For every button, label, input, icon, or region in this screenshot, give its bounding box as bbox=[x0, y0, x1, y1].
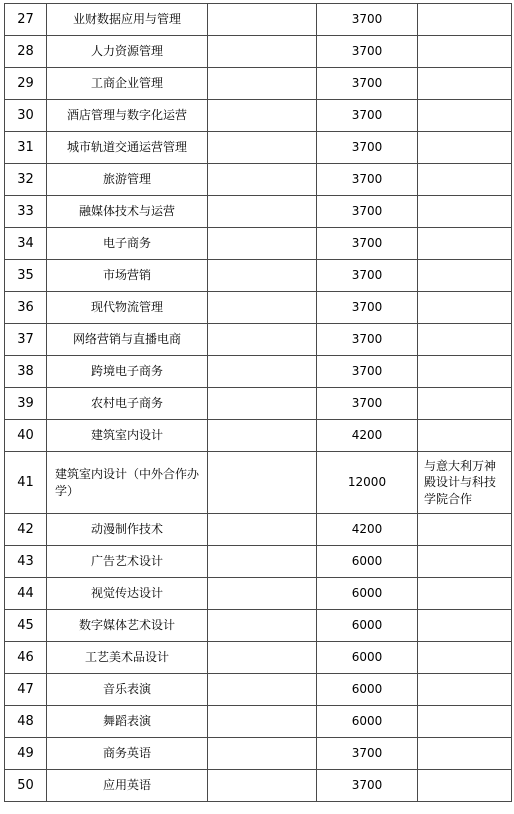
tuition-fee-cell: 3700 bbox=[317, 36, 418, 68]
major-name-cell: 数字媒体艺术设计 bbox=[47, 610, 208, 642]
remark-cell bbox=[418, 578, 512, 610]
tuition-fee-cell: 4200 bbox=[317, 420, 418, 452]
major-name-cell: 城市轨道交通运营管理 bbox=[47, 132, 208, 164]
remark-cell bbox=[418, 292, 512, 324]
table-row bbox=[5, 228, 512, 260]
table-row bbox=[5, 132, 512, 164]
table-row bbox=[5, 196, 512, 228]
row-number-cell: 27 bbox=[5, 4, 47, 36]
major-name-cell: 建筑室内设计 bbox=[47, 420, 208, 452]
row-number-cell: 42 bbox=[5, 514, 47, 546]
empty-cell bbox=[208, 388, 317, 420]
table-row bbox=[5, 36, 512, 68]
major-name-cell: 舞蹈表演 bbox=[47, 706, 208, 738]
empty-cell bbox=[208, 578, 317, 610]
remark-cell bbox=[418, 738, 512, 770]
row-number-cell: 45 bbox=[5, 610, 47, 642]
empty-cell bbox=[208, 706, 317, 738]
remark-cell bbox=[418, 610, 512, 642]
remark-cell bbox=[418, 642, 512, 674]
row-number-cell: 35 bbox=[5, 260, 47, 292]
row-number-cell: 36 bbox=[5, 292, 47, 324]
major-name-cell: 商务英语 bbox=[47, 738, 208, 770]
empty-cell bbox=[208, 674, 317, 706]
row-number-cell: 48 bbox=[5, 706, 47, 738]
row-number-cell: 43 bbox=[5, 546, 47, 578]
tuition-fee-cell: 6000 bbox=[317, 706, 418, 738]
tuition-fee-cell: 3700 bbox=[317, 196, 418, 228]
remark-cell bbox=[418, 132, 512, 164]
empty-cell bbox=[208, 420, 317, 452]
table-row bbox=[5, 68, 512, 100]
remark-cell bbox=[418, 514, 512, 546]
remark-cell bbox=[418, 674, 512, 706]
major-name-cell: 应用英语 bbox=[47, 770, 208, 802]
table-row bbox=[5, 642, 512, 674]
tuition-fee-cell: 4200 bbox=[317, 514, 418, 546]
major-name-cell: 网络营销与直播电商 bbox=[47, 324, 208, 356]
empty-cell bbox=[208, 452, 317, 514]
tuition-fee-cell: 6000 bbox=[317, 674, 418, 706]
tuition-fee-cell: 3700 bbox=[317, 388, 418, 420]
row-number-cell: 32 bbox=[5, 164, 47, 196]
major-name-cell: 广告艺术设计 bbox=[47, 546, 208, 578]
empty-cell bbox=[208, 642, 317, 674]
table-body bbox=[5, 4, 512, 802]
tuition-fee-cell: 6000 bbox=[317, 546, 418, 578]
major-name-cell: 动漫制作技术 bbox=[47, 514, 208, 546]
major-name-cell: 工艺美术品设计 bbox=[47, 642, 208, 674]
remark-cell bbox=[418, 770, 512, 802]
major-name-cell: 人力资源管理 bbox=[47, 36, 208, 68]
empty-cell bbox=[208, 546, 317, 578]
empty-cell bbox=[208, 4, 317, 36]
table-row bbox=[5, 770, 512, 802]
tuition-fee-cell: 3700 bbox=[317, 770, 418, 802]
tuition-fee-cell: 6000 bbox=[317, 578, 418, 610]
tuition-fee-cell: 6000 bbox=[317, 642, 418, 674]
major-name-cell: 旅游管理 bbox=[47, 164, 208, 196]
major-name-cell: 现代物流管理 bbox=[47, 292, 208, 324]
tuition-fee-cell: 3700 bbox=[317, 738, 418, 770]
tuition-fee-cell: 3700 bbox=[317, 4, 418, 36]
major-name-cell: 农村电子商务 bbox=[47, 388, 208, 420]
table-row bbox=[5, 674, 512, 706]
remark-cell bbox=[418, 706, 512, 738]
row-number-cell: 38 bbox=[5, 356, 47, 388]
tuition-fee-cell: 3700 bbox=[317, 68, 418, 100]
tuition-fee-cell: 3700 bbox=[317, 292, 418, 324]
remark-cell bbox=[418, 228, 512, 260]
remark-cell bbox=[418, 420, 512, 452]
remark-cell bbox=[418, 100, 512, 132]
major-name-cell: 视觉传达设计 bbox=[47, 578, 208, 610]
table-row bbox=[5, 514, 512, 546]
remark-cell bbox=[418, 196, 512, 228]
table-row bbox=[5, 100, 512, 132]
tuition-fee-cell: 3700 bbox=[317, 324, 418, 356]
row-number-cell: 33 bbox=[5, 196, 47, 228]
remark-cell bbox=[418, 36, 512, 68]
row-number-cell: 39 bbox=[5, 388, 47, 420]
empty-cell bbox=[208, 68, 317, 100]
major-name-cell: 业财数据应用与管理 bbox=[47, 4, 208, 36]
row-number-cell: 49 bbox=[5, 738, 47, 770]
table-row bbox=[5, 546, 512, 578]
row-number-cell: 30 bbox=[5, 100, 47, 132]
empty-cell bbox=[208, 738, 317, 770]
empty-cell bbox=[208, 100, 317, 132]
remark-cell bbox=[418, 68, 512, 100]
major-name-cell: 酒店管理与数字化运营 bbox=[47, 100, 208, 132]
remark-cell bbox=[418, 356, 512, 388]
table-row bbox=[5, 164, 512, 196]
row-number-cell: 28 bbox=[5, 36, 47, 68]
table-row bbox=[5, 356, 512, 388]
empty-cell bbox=[208, 164, 317, 196]
row-number-cell: 37 bbox=[5, 324, 47, 356]
tuition-fee-cell: 6000 bbox=[317, 610, 418, 642]
major-name-cell: 电子商务 bbox=[47, 228, 208, 260]
empty-cell bbox=[208, 770, 317, 802]
major-name-cell: 跨境电子商务 bbox=[47, 356, 208, 388]
major-name-cell: 市场营销 bbox=[47, 260, 208, 292]
empty-cell bbox=[208, 514, 317, 546]
table-row bbox=[5, 4, 512, 36]
row-number-cell: 31 bbox=[5, 132, 47, 164]
empty-cell bbox=[208, 356, 317, 388]
table-row bbox=[5, 578, 512, 610]
table-row bbox=[5, 452, 512, 514]
major-name-cell: 融媒体技术与运营 bbox=[47, 196, 208, 228]
row-number-cell: 34 bbox=[5, 228, 47, 260]
table-row bbox=[5, 260, 512, 292]
remark-cell bbox=[418, 4, 512, 36]
table-row bbox=[5, 388, 512, 420]
row-number-cell: 41 bbox=[5, 452, 47, 514]
major-name-cell: 工商企业管理 bbox=[47, 68, 208, 100]
remark-cell bbox=[418, 260, 512, 292]
table-row bbox=[5, 610, 512, 642]
row-number-cell: 29 bbox=[5, 68, 47, 100]
remark-cell bbox=[418, 546, 512, 578]
table-row bbox=[5, 738, 512, 770]
tuition-fee-cell: 3700 bbox=[317, 100, 418, 132]
tuition-fee-cell: 12000 bbox=[317, 452, 418, 514]
remark-cell bbox=[418, 324, 512, 356]
row-number-cell: 50 bbox=[5, 770, 47, 802]
row-number-cell: 44 bbox=[5, 578, 47, 610]
remark-cell: 与意大利万神殿设计与科技学院合作 bbox=[418, 452, 512, 514]
row-number-cell: 47 bbox=[5, 674, 47, 706]
empty-cell bbox=[208, 324, 317, 356]
tuition-fee-cell: 3700 bbox=[317, 132, 418, 164]
table-row bbox=[5, 292, 512, 324]
table-row bbox=[5, 420, 512, 452]
major-name-cell: 音乐表演 bbox=[47, 674, 208, 706]
empty-cell bbox=[208, 36, 317, 68]
tuition-fee-cell: 3700 bbox=[317, 356, 418, 388]
empty-cell bbox=[208, 196, 317, 228]
tuition-fee-cell: 3700 bbox=[317, 164, 418, 196]
row-number-cell: 46 bbox=[5, 642, 47, 674]
remark-cell bbox=[418, 164, 512, 196]
empty-cell bbox=[208, 228, 317, 260]
major-name-cell: 建筑室内设计（中外合作办学） bbox=[47, 452, 208, 514]
tuition-fee-cell: 3700 bbox=[317, 260, 418, 292]
empty-cell bbox=[208, 132, 317, 164]
tuition-table bbox=[4, 3, 512, 802]
table-row bbox=[5, 324, 512, 356]
tuition-fee-cell: 3700 bbox=[317, 228, 418, 260]
row-number-cell: 40 bbox=[5, 420, 47, 452]
table-row bbox=[5, 706, 512, 738]
empty-cell bbox=[208, 260, 317, 292]
empty-cell bbox=[208, 610, 317, 642]
remark-cell bbox=[418, 388, 512, 420]
empty-cell bbox=[208, 292, 317, 324]
